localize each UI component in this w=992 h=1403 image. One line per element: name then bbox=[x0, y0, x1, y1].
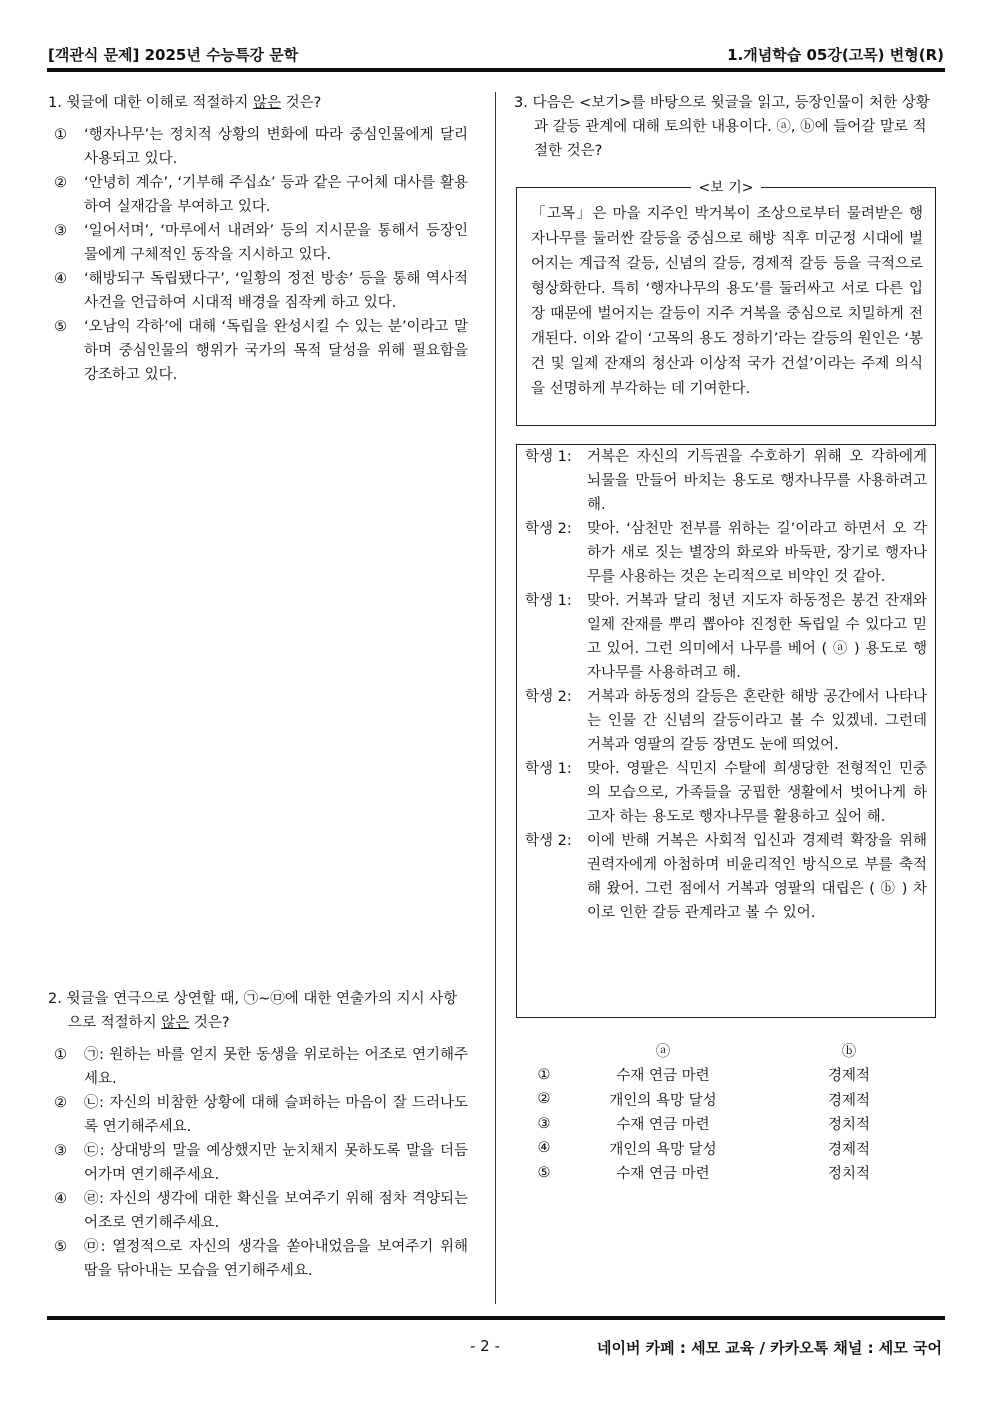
answer-cell: ① bbox=[537, 1066, 551, 1083]
dialog-text: 이에 반해 거복은 사회적 입신과 경제력 확장을 위해 권력자에게 아첨하며 비윤리적인 방식으로 부를 축적해 왔어. 그런 점에서 거복과 영팔의 대립은 ( ⓑ ) 차이로 인한 갈등 관계라고 볼 수 있어. bbox=[587, 833, 927, 921]
q2-option-2[interactable] bbox=[48, 1091, 468, 1139]
question-3 bbox=[514, 91, 938, 171]
footer-channel: 네이버 카페 : 세모 교육 / 카카오톡 채널 : 세모 국어 bbox=[596, 1339, 942, 1357]
answer-header-cell: ⓐ bbox=[655, 1043, 671, 1060]
bottom-rule bbox=[47, 1316, 945, 1320]
option-number: ④ bbox=[54, 1191, 67, 1207]
student-dialog-box bbox=[516, 444, 936, 1018]
option-number: ③ bbox=[54, 1143, 67, 1159]
option-text: ‘오남익 각하’에 대해 ‘독립을 완성시킬 수 있는 분’이라고 말하며 중심인물의 행위가 국가의 목적 달성을 위해 필요함을 강조하고 있다. bbox=[84, 319, 468, 383]
q2-option-4[interactable] bbox=[48, 1187, 468, 1235]
option-number: ③ bbox=[54, 223, 67, 239]
top-rule bbox=[47, 68, 945, 72]
answer-choice-1[interactable] bbox=[520, 1063, 940, 1088]
bogi-title: <보 기> bbox=[691, 180, 762, 196]
dialog-text: 맞아. 영팔은 식민지 수탈에 희생당한 전형적인 민중의 모습으로, 가족들을 궁핍한 생활에서 벗어나게 하고자 하는 용도로 행자나무를 활용하고 싶어 해. bbox=[587, 761, 927, 825]
option-number: ⑤ bbox=[54, 1239, 67, 1255]
question-3-stem: 3. 다음은 <보기>를 바탕으로 윗글을 읽고, 등장인물이 처한 상황과 갈등 관계에 대해 토의한 내용이다. ⓐ, ⓑ에 들어갈 말로 적절한 것은? bbox=[514, 95, 930, 159]
q1-option-2[interactable] bbox=[48, 171, 468, 219]
answer-cell: ④ bbox=[537, 1140, 551, 1157]
dialog-speaker: 학생 2: bbox=[525, 521, 572, 537]
dialog-text: 맞아. 거복과 달리 청년 지도자 하동정은 봉건 잔재와 일제 잔재를 뿌리 뽑아야 진정한 독립일 수 있다고 믿고 있어. 그런 의미에서 나무를 베어 ( ⓐ ) 용도로 행자나무를 사용하려고 해. bbox=[587, 593, 927, 681]
column-divider bbox=[495, 92, 496, 1304]
dialog-line bbox=[525, 685, 927, 757]
option-text: ‘해방되구 독립됐다구’, ‘일황의 정전 방송’ 등을 통해 역사적 사건을 언급하여 시대적 배경을 짐작케 하고 있다. bbox=[84, 271, 468, 311]
option-number: ① bbox=[54, 127, 67, 143]
dialog-line bbox=[525, 589, 927, 685]
q1-option-3[interactable] bbox=[48, 219, 468, 267]
answer-cell: 정치적 bbox=[827, 1117, 871, 1134]
question-1-stem: 1. 윗글에 대한 이해로 적절하지 않은 것은? bbox=[48, 95, 322, 111]
answer-cell: ③ bbox=[537, 1115, 551, 1132]
answer-cell: ② bbox=[537, 1091, 551, 1108]
option-number: ⑤ bbox=[54, 319, 67, 335]
option-text: ‘행자나무’는 정치적 상황의 변화에 따라 중심인물에게 달리 사용되고 있다. bbox=[84, 127, 468, 167]
answer-table bbox=[520, 1038, 940, 1185]
dialog-speaker: 학생 1: bbox=[525, 449, 572, 465]
answer-choice-3[interactable] bbox=[520, 1112, 940, 1137]
dialog-line bbox=[525, 829, 927, 925]
answer-cell: 개인의 욕망 달성 bbox=[609, 1141, 717, 1158]
option-text: ㉣: 자신의 생각에 대한 확신을 보여주기 위해 점차 격양되는 어조로 연기해주세요. bbox=[84, 1191, 468, 1231]
q2-option-5[interactable] bbox=[48, 1235, 468, 1283]
question-2-stem: 2. 윗글을 연극으로 상연할 때, ㉠~㉤에 대한 연출가의 지시 사항으로 적절하지 않은 것은? bbox=[48, 991, 458, 1031]
answer-cell: 수재 연금 마련 bbox=[616, 1117, 710, 1134]
answer-header-row bbox=[520, 1038, 940, 1063]
question-1 bbox=[48, 91, 468, 387]
option-text: ㉠: 원하는 바를 얻지 못한 동생을 위로하는 어조로 연기해주세요. bbox=[84, 1047, 468, 1087]
dialog-text: 거복과 하동정의 갈등은 혼란한 해방 공간에서 나타나는 인물 간 신념의 갈등이라고 볼 수 있겠네. 그런데 거복과 영팔의 갈등 장면도 눈에 띄었어. bbox=[587, 689, 927, 753]
answer-header-cell: ⓑ bbox=[841, 1043, 857, 1060]
dialog-speaker: 학생 2: bbox=[525, 833, 572, 849]
q2-option-3[interactable] bbox=[48, 1139, 468, 1187]
dialog-text: 맞아. ‘삼천만 전부를 위하는 길’이라고 하면서 오 각하가 새로 짓는 별장의 화로와 바둑판, 장기로 행자나무를 사용하는 것은 논리적으로 비약인 것 같아. bbox=[587, 521, 927, 585]
dialog-line bbox=[525, 445, 927, 517]
q1-option-1[interactable] bbox=[48, 123, 468, 171]
option-text: ㉤: 열정적으로 자신의 생각을 쏟아내었음을 보여주기 위해 땀을 닦아내는 모습을 연기해주세요. bbox=[84, 1239, 468, 1279]
answer-cell: 경제적 bbox=[827, 1092, 871, 1109]
dialog-speaker: 학생 2: bbox=[525, 689, 572, 705]
dialog-speaker: 학생 1: bbox=[525, 761, 572, 777]
dialog-text: 거복은 자신의 기득권을 수호하기 위해 오 각하에게 뇌물을 만들어 바치는 용도로 행자나무를 사용하려고 해. bbox=[587, 449, 927, 513]
q2-option-1[interactable] bbox=[48, 1043, 468, 1091]
answer-cell: 수재 연금 마련 bbox=[616, 1166, 710, 1183]
bogi-box bbox=[516, 180, 936, 426]
answer-cell: ⑤ bbox=[537, 1164, 551, 1181]
q1-option-4[interactable] bbox=[48, 267, 468, 315]
answer-choice-2[interactable] bbox=[520, 1087, 940, 1112]
answer-cell: 경제적 bbox=[827, 1068, 871, 1085]
answer-choice-4[interactable] bbox=[520, 1136, 940, 1161]
question-2 bbox=[48, 987, 468, 1283]
option-text: ㉢: 상대방의 말을 예상했지만 눈치채지 못하도록 말을 더듬어가며 연기해주세요. bbox=[84, 1143, 468, 1183]
dialog-line bbox=[525, 517, 927, 589]
option-number: ① bbox=[54, 1047, 67, 1063]
answer-cell: 수재 연금 마련 bbox=[616, 1068, 710, 1085]
header-title: [객관식 문제] 2025년 수능특강 문학 bbox=[48, 46, 299, 64]
answer-cell: 경제적 bbox=[827, 1141, 871, 1158]
dialog-speaker: 학생 1: bbox=[525, 593, 572, 609]
answer-choice-5[interactable] bbox=[520, 1161, 940, 1186]
option-text: ‘일어서며’, ‘마루에서 내려와’ 등의 지시문을 통해서 등장인물에게 구체적인 동작을 지시하고 있다. bbox=[84, 223, 468, 263]
option-text: ‘안녕히 계슈’, ‘기부해 주십쇼’ 등과 같은 구어체 대사를 활용하여 실재감을 부여하고 있다. bbox=[84, 175, 468, 215]
bogi-text: 「고목」은 마을 지주인 박거복이 조상으로부터 물려받은 행자나무를 둘러싼 갈등을 중심으로 해방 직후 미군정 시대에 벌어지는 계급적 갈등, 신념의 갈등, 경제적 갈등 등을 극적으로 형상화한다. 특히 ‘행자나무의 용도’를 둘러싸고 서로 다른 입장 때문에 벌어지는 갈등이 지주 거복을 중심으로 치밀하게 전개된다. 이와 같이 ‘고목의 용도 정하기’라는 갈등의 원인은 ‘봉건 및 일제 잔재의 청산과 이상적 국가 건설’이라는 주제 의식을 선명하게 부각하는 데 기여한다. bbox=[531, 206, 923, 397]
answer-cell: 정치적 bbox=[827, 1166, 871, 1183]
header-lesson: 1.개념학습 05강(고목) 변형(R) bbox=[727, 46, 944, 64]
option-number: ② bbox=[54, 1095, 67, 1111]
answer-cell: 개인의 욕망 달성 bbox=[609, 1092, 717, 1109]
dialog-line bbox=[525, 757, 927, 829]
page-number: - 2 - bbox=[470, 1337, 500, 1355]
option-number: ④ bbox=[54, 271, 67, 287]
option-number: ② bbox=[54, 175, 67, 191]
q1-option-5[interactable] bbox=[48, 315, 468, 387]
option-text: ㉡: 자신의 비참한 상황에 대해 슬퍼하는 마음이 잘 드러나도록 연기해주세요. bbox=[84, 1095, 468, 1135]
